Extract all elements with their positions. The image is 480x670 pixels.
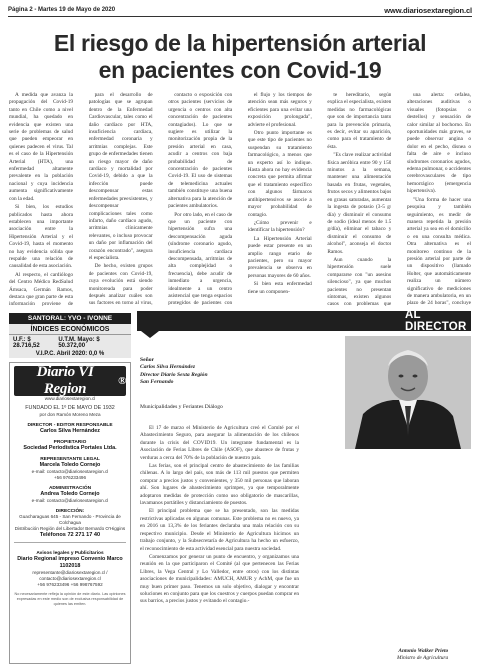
signature-name: Antonio Walker Prieto xyxy=(398,648,449,654)
letter-paragraph: Comenzamos por generar un punto de encuentro, y organizamos una reunión en la que participaron el Comité (al que pertenecen las Ferias Libres, la Vega Central y Lo Valledor, entre otros) con los distintas asociaciones de municipalidades: AMUCH, AMUR y AchM, que fue un muy buen primer paso. Tenemos un solo objetivo, dialogar y encontrar soluciones en conjunto para que los cuestros y cuerpos puedan comprar en sus barrios, a precios justos y evitando el contagio.- xyxy=(140,553,299,605)
article-column xyxy=(89,92,153,308)
article-column xyxy=(168,92,232,308)
article-column xyxy=(248,92,312,308)
letter-address xyxy=(140,357,340,387)
article-column xyxy=(327,92,391,308)
letter-paragraph: Las ferias, son el principal centro de abastecimiento de las familias chilenas. A lo largo del país, son más de 113 mil puestos que permiten comprar a precios justos y convenientes, y 350 mil personas que laboran ahí. Son lugares de abastecimiento sprimpes, ya que temporalmente adoptaron medidas de protección como uso obligatorio de mascarillas, lavamanos portátiles y distanciamiento de puestos. xyxy=(140,463,299,507)
disclaimer: No necesariamente refleja la opinión de este diario. Las opiniones expresadas en este medio son de exclusiva responsabilidad de quienes las emiten. xyxy=(14,592,126,606)
article-paragraph: el flujo y los tiempos de atención sean más seguros y eficientes para una evitar una exposición prolongada", advierte el profesional. xyxy=(247,92,312,128)
section-banner xyxy=(137,311,471,331)
addressee-role: Director Diario Sexta Región xyxy=(140,371,208,378)
article-paragraph: "Una forma de hacer una pesquisa y también seguimiento, es medir de manera repetida la presión arterial ya sea en el domicilio o en una consulta médica. Otra alternativa es el monitoreo continuo de la presión arterial por parte de un dispositivo (llamado Holter, que automáticamente realiza un número significativo de mediciones de manera ambulatoria, en un plazo de 24 horas", concluye xyxy=(406,196,471,307)
office-phone: Teléfonos 72 271 17 40 xyxy=(39,532,101,538)
site-url[interactable]: www.diariosextaregion.cl xyxy=(384,5,472,15)
admin-label: ADMINISTRACIÓN xyxy=(48,486,92,491)
article-column xyxy=(407,92,471,308)
legal-mail[interactable]: e-mail: contacto@diariosextaregion.cl xyxy=(31,469,109,474)
article-paragraph: Otro punto importante es que este tipo de pacientes no suspendan su tratamiento farmacológico, a menos que un experto así lo indique. Hasta ahora no hay evidencia concreta que permita afirmar que el tratamiento específico con algunos fármacos antihipertensivos se asocie a mayor probabilidad de contagio. xyxy=(247,130,312,218)
address-label: DIRECCIÓN: xyxy=(55,509,85,514)
uf-value: U.F.: $ 28.716,52 xyxy=(13,337,40,349)
article-paragraph: Aun cuando la hipertensión suele compararse con "un asesino silencioso", ya que muchos pacientes no presentan síntomas, existen algunos casos con problemas que xyxy=(327,256,392,308)
ads-title: Diario Regional impreso Convenio Marco 1102018 xyxy=(17,556,123,569)
article-paragraph: para el desarrollo de patologías que se agrupan dentro de la Enfermedad Cardiovascular, tales como el daño cardíaco por HTA, insuficiencia cardíaca, enfermedad coronaria y arritmias complejas. Este grupo de enfermedades tienen un riesgo mayor de daño cardíaco y mortalidad por Covid-19, debido a que la infección puede descompensar estas enfermedades preexistentes, y descompensar complicaciones tales como infarto, daño cardíaco agudo, arritmias clínicamente relevantes, o incluso provocar un daño por inflamación del corazón encontrado", asegura el especialista. xyxy=(88,92,153,261)
legal-phone: +56 976233496 xyxy=(53,475,87,480)
headline-line-2: en pacientes con Covid-19 xyxy=(98,57,382,83)
indicators-title: ÍNDICES ECONÓMICOS xyxy=(9,324,131,335)
address-line-2: Distribución Región del Libertador Bernardo O'Higgins xyxy=(14,526,126,531)
legal-label: REPRESENTANTE LEGAL xyxy=(40,457,100,462)
page-date: Página 2 - Martes 19 de Mayo de 2020 xyxy=(8,7,116,13)
addressee-name: Carlos Silva Hernández xyxy=(140,364,196,371)
article-column xyxy=(9,92,73,308)
masthead-url[interactable]: www.diariosextaregion.cl xyxy=(44,396,96,401)
article-paragraph: "Es clave realizar actividad física aeróbica entre 90 y 150 minutos a la semana, mantener una alimentación basada en frutas, vegetales, frutos secos y alimentos bajos en grasas saturadas, aumentar la ingesta de potasio (3-5 g/ día) y disminuir el consumo de sodio (ideal menos de 1.5 g/día), eliminar el tabaco y disminuir el consumo de alcohol", aconseja el doctor Ramos. xyxy=(327,152,392,255)
address-line-1: Guacharaguas 645 - San Fernando - Provincia de Colchagua xyxy=(19,514,121,525)
letter-paragraph: El principal problema que se ha presentado, son las medidas restrictivas aplicadas en algunas comunas. Este problema no es nuevo, ya en 2016 un 13,3% de los feriantes declaraba una mala relación con su respectivo municipio. Desde el Ministerio de Agricultura hicimos un trabajo conjunto, y la Subsecretaría de Agricultura ha hecho un esfuerzo, el reconocimiento de esta actividad esencial para nuestra sociedad. xyxy=(140,508,299,552)
article-paragraph: ¿Cómo prevenir e identificar la hipertensión? xyxy=(247,219,312,234)
article-paragraph: Al respecto, el cardiólogo del Centro Médico RedSalud Ámsaca, Germán Ramos, destaca que gran parte de esta información proviene de xyxy=(9,271,73,308)
director-name: Carlos Silva Hernández xyxy=(40,428,100,434)
article-paragraph: Por otro lado, en el caso de que un paciente con hipertensión sufra una descompensación aguda (síndrome coronario agudo, insuficiencia cardíaca descompensada, arritmias de alta complejidad o frecuencia), debe acudir de inmediato a urgencia, idealmente a un centro asistencial que tenga espacios protegidos de pacientes con xyxy=(168,211,233,307)
utm-value: U.T.M. Mayo: $ 50.372,00 xyxy=(58,337,100,349)
vipc-value: V.I.P.C. Abril 2020: 0,0 % xyxy=(35,351,105,357)
letter-subject: Municipalidades y Feriantes Diálogo xyxy=(140,404,223,410)
banner-arrow xyxy=(141,331,159,338)
article-paragraph: A medida que avanza la propagación del Covid-19 tanto en Chile como a nivel mundial, ha quedado en evidencia que existen una serie de problemas de salud que pueden empeorar en quienes padecen el virus. Tal es el caso de la Hipertensión Arterial (HTA), una enfermedad altamente prevalente en la población nacional y cuya incidencia aumenta significativamente con la edad. xyxy=(9,92,73,202)
salutation: Señor xyxy=(140,357,154,363)
ads-section xyxy=(14,542,126,588)
article-body xyxy=(9,92,471,308)
registered-mark: ® xyxy=(118,375,126,387)
newspaper-logo xyxy=(14,366,126,396)
ads-phones: +56 976233496 +56 998767592 xyxy=(37,582,103,587)
article-paragraph: contacto o exposición con otros pacientes (servicios de urgencia o centros con alta concentración de pacientes contagiados). Lo que se sugiere es utilizar la monitorización propia de la presión arterial en casa, acudir a centros con baja probabilidad de concentración de pacientes Covid-19. El uso de sistemas de telemedicina actuales también constituye una buena alternativa para la atención de pacientes ambulatorios. xyxy=(168,92,233,210)
economic-indicators xyxy=(9,313,131,358)
santoral-header: SANTORAL: YVO - IVONNE xyxy=(9,313,131,324)
founded-date: FUNDADO EL 1º DE MAYO DE 1932 xyxy=(25,405,115,411)
article-paragraph: una alerta: cefalea, alteraciones auditivas o visuales (fotopsias o destellos) y sensación de calor similar al bochorno. En oportunidades más graves, se puede observar angina o dolor en el pecho, disnea o falta de aire e incluso síndromes coronarios agudos, edema pulmonar, o accidentes cerebrovasculares de tipo hemorrágico (emergencia hipertensiva). xyxy=(406,92,471,195)
ads-mails[interactable]: representante@diariosextaregion.cl / contacto@diariosextaregion.cl xyxy=(32,570,108,581)
owner-name: Sociedad Periodística Portales Ltda. xyxy=(23,445,117,451)
section-title: AL DIRECTOR xyxy=(405,309,467,333)
article-paragraph: te hereditario, según explica el especialista, existen medidas no farmacológicas que son de importancia tanto para la prevención primaria, es decir, evitar su aparición, como para el tratamiento de ésta. xyxy=(327,92,392,150)
director-label: DIRECTOR - EDITOR RESPONSABLE xyxy=(27,423,113,428)
page-header xyxy=(8,4,472,16)
indicators-row xyxy=(9,335,131,349)
header-rule xyxy=(8,16,472,17)
legal-name: Marcela Toledo Cornejo xyxy=(39,462,101,468)
article-headline xyxy=(0,30,480,84)
letter-signature xyxy=(397,648,448,662)
article-paragraph: Si bien, los estudios publicados hasta ahora establecen una importante asociación entre la Hipertensión Arterial y el Covid-19, hasta el momento no hay evidencia sólida que respalde una relación de causalidad de esta asociación. xyxy=(9,204,73,270)
article-paragraph: La Hipertensión Arterial puede estar presente en un amplio rango etario de pacientes, pero su mayor prevalencia se observa en personas mayores de 60 años. xyxy=(247,235,312,279)
article-paragraph: Si bien esta enfermedad tiene un componen- xyxy=(247,281,312,295)
headline-line-1: El riesgo de la hipertensión arterial xyxy=(53,30,427,56)
addressee-city: San Fernando xyxy=(140,379,174,386)
article-paragraph: De hecho, existen grupos de pacientes con Covid-19, cuya evolución está siendo monitoreada para poder después analizar cuáles son sus factores en torno al virus, xyxy=(88,263,153,307)
logo-text: Diario VI Region xyxy=(36,364,94,397)
signature-role: Ministro de Agricultura xyxy=(397,655,449,661)
owner-label: PROPIETARIO xyxy=(53,440,87,445)
admin-name: Andrea Toledo Cornejo xyxy=(40,491,100,497)
ads-label: Avisos legales y Publicitarios xyxy=(36,551,104,556)
admin-mail[interactable]: e-mail: contacto@diariosextaregion.cl xyxy=(31,498,109,503)
masthead-box xyxy=(9,362,131,664)
letter-paragraph: El 17 de marzo el Ministerio de Agricultura creó el Comité por el Abastecimiento Seguro, para asegurar la alimentación de los chilenos durante la crisis del COVID19. Un integrante fundamental es la Asociación de Ferias Libres de Chile (ASOF), que abastece de frutas y verduras a cerca del 70% de la población de nuestro país. xyxy=(140,425,299,461)
letter-body xyxy=(140,425,470,665)
founder: por don Ramón Moreno Meza xyxy=(39,412,101,417)
